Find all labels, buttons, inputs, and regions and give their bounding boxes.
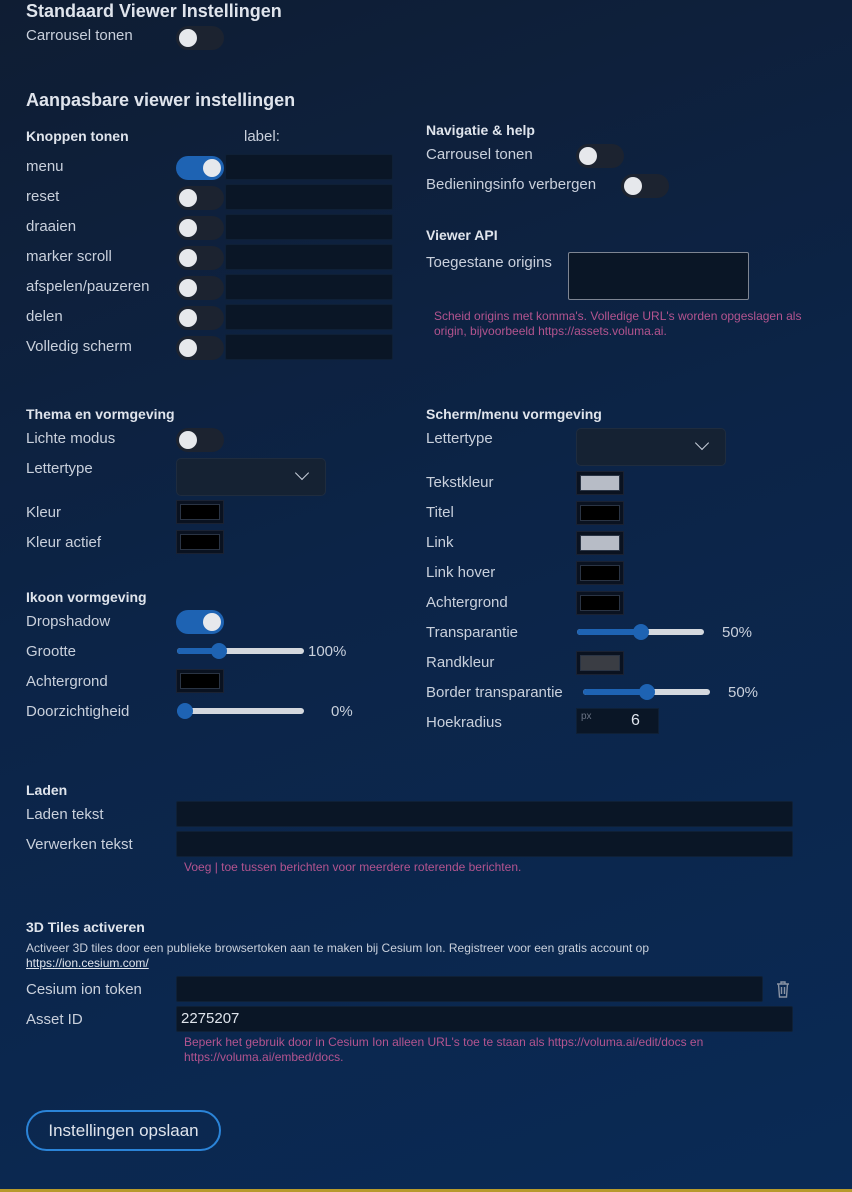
- dropshadow-toggle[interactable]: [176, 610, 224, 634]
- asset-value: 2275207: [181, 1010, 240, 1027]
- bediening-label: Bedieningsinfo verbergen: [426, 176, 597, 193]
- asset-input[interactable]: [176, 1006, 793, 1032]
- carrousel-toggle[interactable]: [176, 26, 224, 50]
- knop-label-input[interactable]: [225, 184, 393, 210]
- origins-textarea[interactable]: [568, 252, 749, 300]
- navigatie-title: Navigatie & help: [426, 122, 535, 138]
- randkleur-label: Randkleur: [426, 654, 495, 671]
- titel-swatch[interactable]: [576, 501, 624, 525]
- knop-label-input[interactable]: [225, 244, 393, 270]
- transparantie-value: 50%: [722, 624, 753, 641]
- scherm-lettertype-label: Lettertype: [426, 430, 493, 447]
- standaard-title: Standaard Viewer Instellingen: [26, 1, 282, 21]
- titel-label: Titel: [426, 504, 454, 521]
- origins-label: Toegestane origins: [426, 254, 552, 271]
- scherm-achtergrond-swatch[interactable]: [576, 591, 624, 615]
- hoekradius-unit: px: [581, 711, 592, 722]
- grootte-label: Grootte: [26, 643, 77, 660]
- hoekradius-label: Hoekradius: [426, 714, 502, 731]
- knop-label-input[interactable]: [225, 214, 393, 240]
- knop-label: marker scroll: [26, 248, 112, 265]
- verwerken-tekst-label: Verwerken tekst: [26, 836, 133, 853]
- token-label: Cesium ion token: [26, 981, 142, 998]
- scherm-title: Scherm/menu vormgeving: [426, 406, 602, 422]
- border-transparantie-slider[interactable]: [583, 682, 710, 702]
- border-transparantie-value: 50%: [728, 684, 759, 701]
- kleur-actief-swatch[interactable]: [176, 530, 224, 554]
- link-hover-label: Link hover: [426, 564, 496, 581]
- kleur-label: Kleur: [26, 504, 62, 521]
- aanpasbaar-title: Aanpasbare viewer instellingen: [26, 90, 296, 110]
- knop-toggle[interactable]: [176, 186, 224, 210]
- ikoon-achtergrond-swatch[interactable]: [176, 669, 224, 693]
- chevron-down-icon: [295, 466, 309, 480]
- knop-toggle[interactable]: [176, 246, 224, 270]
- knop-label: Volledig scherm: [26, 338, 132, 355]
- carrousel-label: Carrousel tonen: [26, 27, 133, 44]
- laden-tekst-input[interactable]: [176, 801, 793, 827]
- cesium-link[interactable]: https://ion.cesium.com/: [26, 956, 149, 970]
- knop-label: afspelen/pauzeren: [26, 278, 150, 295]
- thema-lettertype-label: Lettertype: [26, 460, 93, 477]
- knoppen-title: Knoppen tonen: [26, 128, 129, 144]
- dropshadow-label: Dropshadow: [26, 613, 111, 630]
- grootte-value: 100%: [308, 643, 347, 660]
- link-label: Link: [426, 534, 454, 551]
- scherm-lettertype-select[interactable]: [576, 428, 726, 466]
- knop-toggle[interactable]: [176, 336, 224, 360]
- knop-label-input[interactable]: [225, 274, 393, 300]
- laden-note: Voeg | toe tussen berichten voor meerdere roterende berichten.: [184, 860, 522, 874]
- api-title: Viewer API: [426, 227, 498, 243]
- link-swatch[interactable]: [576, 531, 624, 555]
- nav-carrousel-label: Carrousel tonen: [426, 146, 533, 163]
- transparantie-label: Transparantie: [426, 624, 518, 641]
- kleur-actief-label: Kleur actief: [26, 534, 102, 551]
- knop-label: draaien: [26, 218, 77, 235]
- knop-label-input[interactable]: [225, 154, 393, 180]
- token-input[interactable]: [176, 976, 763, 1002]
- lichte-modus-label: Lichte modus: [26, 430, 116, 447]
- scherm-achtergrond-label: Achtergrond: [426, 594, 508, 611]
- lichte-modus-toggle[interactable]: [176, 428, 224, 452]
- hoekradius-value: 6: [631, 712, 640, 729]
- tekstkleur-label: Tekstkleur: [426, 474, 494, 491]
- link-hover-swatch[interactable]: [576, 561, 624, 585]
- transparantie-slider[interactable]: [577, 622, 704, 642]
- doorzichtigheid-label: Doorzichtigheid: [26, 703, 130, 720]
- laden-title: Laden: [26, 782, 68, 798]
- origins-note: Scheid origins met komma's. Volledige URL's worden opgeslagen als origin, bijvoorbeeld https://assets.voluma.ai.: [434, 309, 802, 338]
- laden-tekst-label: Laden tekst: [26, 806, 104, 823]
- ikoon-title: Ikoon vormgeving: [26, 589, 147, 605]
- kleur-swatch[interactable]: [176, 500, 224, 524]
- knop-label: menu: [26, 158, 64, 175]
- randkleur-swatch[interactable]: [576, 651, 624, 675]
- save-button[interactable]: Instellingen opslaan: [26, 1110, 221, 1151]
- chevron-down-icon: [695, 436, 709, 450]
- border-transparantie-label: Border transparantie: [426, 684, 563, 701]
- knop-toggle[interactable]: [176, 306, 224, 330]
- knop-toggle[interactable]: [176, 276, 224, 300]
- doorzichtigheid-value: 0%: [331, 703, 353, 720]
- knop-toggle[interactable]: [176, 156, 224, 180]
- grootte-slider[interactable]: [177, 641, 304, 661]
- tekstkleur-swatch[interactable]: [576, 471, 624, 495]
- tiles-note: Beperk het gebruik door in Cesium Ion alleen URL's toe te staan als https://voluma.ai/edit/docs en https://voluma.ai/embed/docs.: [184, 1035, 704, 1064]
- knop-toggle[interactable]: [176, 216, 224, 240]
- asset-label: Asset ID: [26, 1011, 83, 1028]
- knop-label: reset: [26, 188, 60, 205]
- knop-label-input[interactable]: [225, 334, 393, 360]
- verwerken-tekst-input[interactable]: [176, 831, 793, 857]
- thema-title: Thema en vormgeving: [26, 406, 175, 422]
- tiles-title: 3D Tiles activeren: [26, 919, 145, 935]
- knop-label: delen: [26, 308, 63, 325]
- nav-carrousel-toggle[interactable]: [576, 144, 624, 168]
- thema-lettertype-select[interactable]: [176, 458, 326, 496]
- trash-icon[interactable]: [775, 980, 791, 1003]
- tiles-description: Activeer 3D tiles door een publieke browsertoken aan te maken bij Cesium Ion. Registreer voor een gratis account op: [26, 941, 649, 955]
- ikoon-achtergrond-label: Achtergrond: [26, 673, 108, 690]
- doorzichtigheid-slider[interactable]: [177, 701, 304, 721]
- bediening-toggle[interactable]: [621, 174, 669, 198]
- knop-label-input[interactable]: [225, 304, 393, 330]
- hoekradius-input[interactable]: [576, 708, 659, 734]
- label-header: label:: [244, 128, 280, 145]
